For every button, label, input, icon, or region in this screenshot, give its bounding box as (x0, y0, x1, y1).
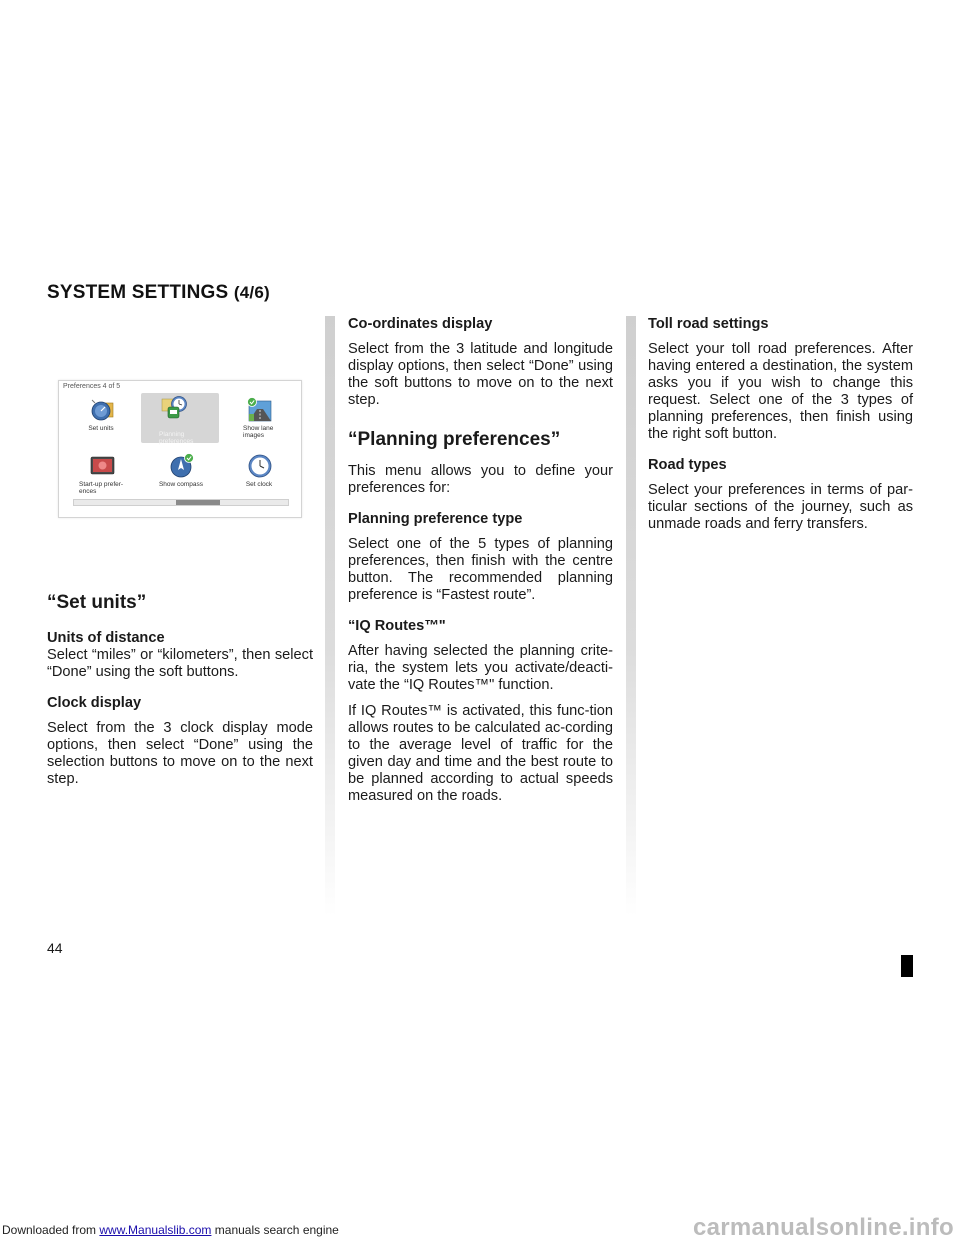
screen-title: Preferences 4 of 5 (63, 383, 121, 390)
footer-suffix: manuals search engine (211, 1223, 339, 1237)
planning-preferences-heading: “Planning preferences” (348, 429, 561, 450)
tile-show-compass[interactable] (151, 451, 211, 497)
coordinates-heading: Co-ordinates display (348, 316, 493, 332)
scrollbar-thumb[interactable] (176, 500, 220, 505)
compass-icon (169, 453, 195, 479)
column-left (47, 592, 313, 797)
tile-label: Show lane images (243, 425, 274, 439)
lane-images-icon (247, 397, 273, 423)
footer-prefix: Downloaded from (2, 1223, 100, 1237)
planning-preferences-icon (161, 395, 187, 421)
download-footer (2, 1223, 339, 1237)
set-units-icon (89, 397, 115, 423)
screen-scrollbar[interactable] (73, 499, 289, 506)
clock-icon (247, 453, 273, 479)
column-middle (348, 316, 613, 814)
column-divider (626, 316, 636, 916)
column-right (648, 316, 913, 542)
units-of-distance-heading: Units of distance (47, 630, 165, 646)
tile-label: Planning preferences (159, 431, 194, 445)
clock-display-text: Select from the 3 clock display mode options, then select “Done” using the selection buttons to move on to the next step. (47, 720, 313, 787)
set-units-heading: “Set units” (47, 592, 147, 613)
tile-label: Start-up prefer-ences (79, 481, 124, 495)
tile-startup-preferences[interactable] (71, 451, 131, 497)
road-types-text: Select your preferences in terms of par-ticular sections of the journey, such as unmade roads and ferry transfers. (648, 482, 913, 532)
preferences-screen (58, 380, 302, 518)
tile-label: Set clock (245, 481, 273, 488)
tile-set-units[interactable] (71, 395, 131, 441)
planning-type-heading: Planning preference type (348, 511, 523, 527)
toll-road-heading: Toll road settings (648, 316, 769, 332)
planning-intro-text: This menu allows you to define your preferences for: (348, 463, 613, 496)
clock-display-heading: Clock display (47, 695, 142, 711)
coordinates-text: Select from the 3 latitude and longitude display options, then select “Done” using the soft buttons to move on to the next step. (348, 341, 613, 408)
watermark: carmanualsonline.info (692, 1214, 954, 1241)
planning-type-text: Select one of the 5 types of planning preferences, then finish with the centre button. The recommended planning preference is “Fastest route”. (348, 536, 613, 603)
tile-label: Set units (88, 425, 114, 432)
column-divider (325, 316, 335, 916)
page-title-suffix: (4/6) (233, 283, 270, 302)
road-types-heading: Road types (648, 457, 727, 473)
units-of-distance-text: Select “miles” or “kilometers”, then select “Done” using the soft buttons. (47, 647, 313, 680)
tile-set-clock[interactable] (229, 451, 289, 497)
startup-preferences-icon (89, 453, 115, 479)
page-number: 44 (47, 940, 63, 956)
toll-road-text: Select your toll road preferences. After having entered a destination, the system asks you if you wish to change this request. Select one of the 3 types of planning preferences, then finish using the right soft button. (648, 341, 913, 442)
manualslib-link[interactable]: www.Manualslib.com (99, 1223, 212, 1237)
section-marker (901, 955, 913, 977)
tile-show-lane-images[interactable] (229, 395, 289, 441)
page-title: SYSTEM SETTINGS (4/6) (47, 282, 270, 303)
iq-routes-text: After having selected the planning crite-ria, the system lets you activate/deacti-vate the “IQ Routes™" function. (348, 643, 613, 693)
iq-routes-detail-text: If IQ Routes™ is activated, this func-tion allows routes to be calculated ac-cording to the average level of traffic for the given day and time and the best route to be planned according to actual speeds measured on the roads. (348, 703, 613, 804)
iq-routes-heading: “IQ Routes™" (348, 618, 446, 634)
tile-label: Show compass (158, 481, 204, 488)
tile-planning-preferences[interactable] (141, 393, 219, 443)
